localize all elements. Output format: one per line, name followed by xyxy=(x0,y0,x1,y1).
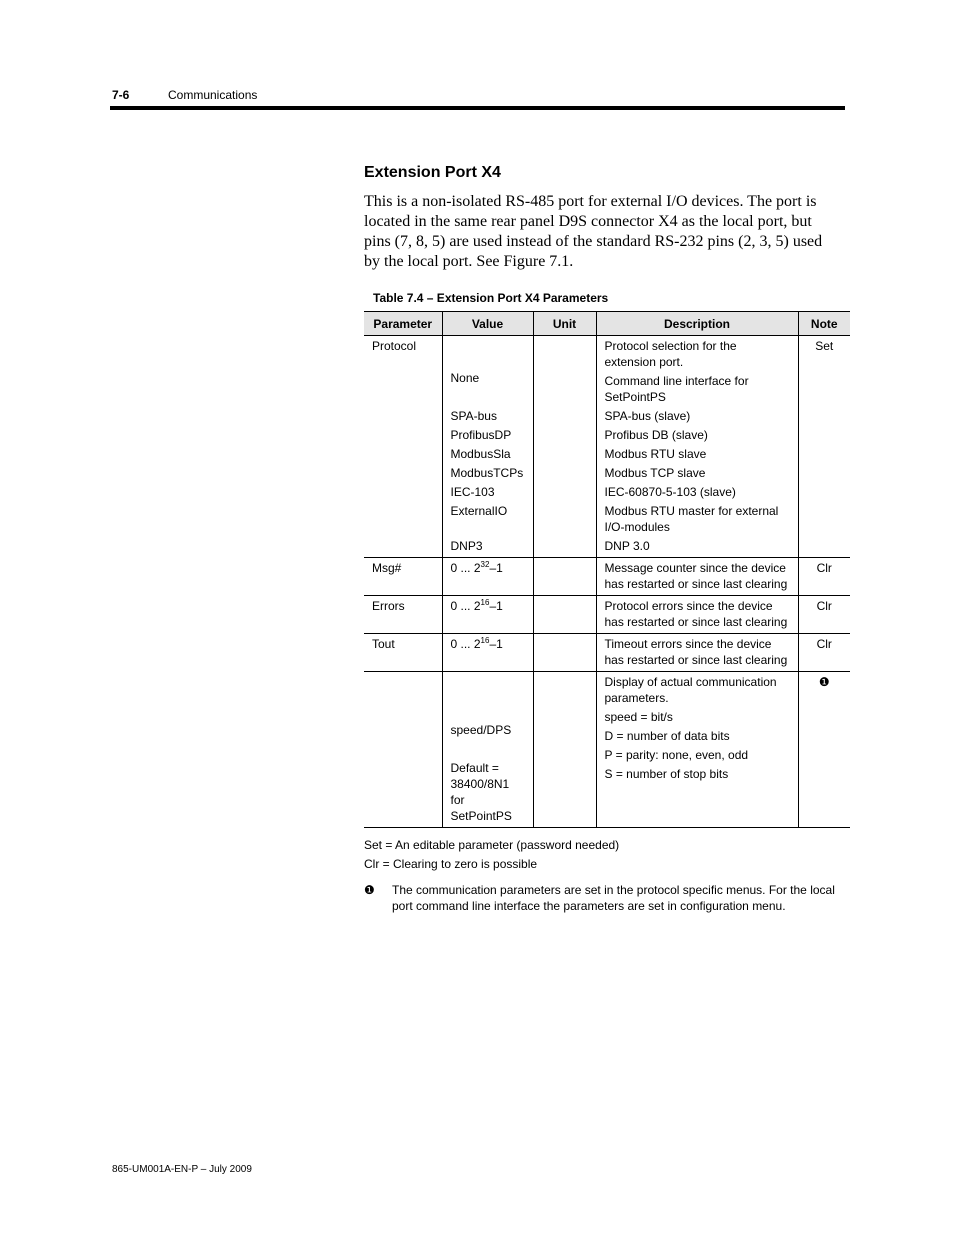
page-number: 7-6 xyxy=(112,88,130,102)
option-value: ExternalIO xyxy=(450,504,508,518)
cell-value xyxy=(442,672,533,828)
cell-value xyxy=(442,634,533,672)
value-tail: –1 xyxy=(489,561,503,575)
header-rule xyxy=(110,106,845,110)
cell-parameter: Msg# xyxy=(364,558,442,596)
cell-parameter: Protocol xyxy=(364,336,442,558)
cell-value xyxy=(442,596,533,634)
cell-unit xyxy=(533,596,596,634)
cell-descriptions xyxy=(596,336,798,558)
table-row-msg xyxy=(364,558,850,596)
col-header: Parameter xyxy=(364,312,442,336)
col-header: Note xyxy=(798,312,850,336)
col-header: Unit xyxy=(533,312,596,336)
cell-description: Message counter since the device has restarted or since last clearing xyxy=(596,558,798,596)
option-value: None xyxy=(450,371,480,385)
cell-value xyxy=(442,558,533,596)
cell-parameter: Errors xyxy=(364,596,442,634)
intro-paragraph: This is a non-isolated RS-485 port for external I/O devices. The port is located in the same rear panel D9S connector X4 as the local port, but pins (7, 8, 5) are used instead of the standard RS-232 pins (2, 3, 5) used by the local port. See Figure 7.1. xyxy=(364,193,823,270)
page-header xyxy=(112,88,257,102)
option-value: ModbusTCPs xyxy=(450,466,524,480)
value-main: speed/DPS xyxy=(450,723,512,737)
option-description: Modbus RTU master for external I/O-modules xyxy=(604,504,779,534)
description-line: S = number of stop bits xyxy=(604,767,729,781)
description-line: D = number of data bits xyxy=(604,729,730,743)
value-base: 0 ... 2 xyxy=(450,561,481,575)
cell-note: Clr xyxy=(798,634,850,672)
value-base: 0 ... 2 xyxy=(450,599,481,613)
cell-note: Clr xyxy=(798,596,850,634)
cell-description: Timeout errors since the device has restarted or since last clearing xyxy=(596,634,798,672)
cell-unit xyxy=(533,634,596,672)
description-intro: Protocol selection for the extension port. xyxy=(604,339,737,369)
table-row-display xyxy=(364,672,850,828)
option-description: Command line interface for SetPointPS xyxy=(604,374,749,404)
page-footer: 865-UM001A-EN-P – July 2009 xyxy=(112,1164,252,1175)
cell-unit xyxy=(533,672,596,828)
option-description: SPA-bus (slave) xyxy=(604,409,691,423)
cell-parameter xyxy=(364,672,442,828)
value-tail: –1 xyxy=(489,599,503,613)
table-caption: Table 7.4 – Extension Port X4 Parameters xyxy=(373,291,609,305)
cell-unit xyxy=(533,558,596,596)
table-row-protocol xyxy=(364,336,850,558)
footnote-marker-icon: ❶ xyxy=(798,672,850,828)
value-tail: –1 xyxy=(489,637,503,651)
col-header: Description xyxy=(596,312,798,336)
table-row-tout xyxy=(364,634,850,672)
footnote xyxy=(364,882,850,914)
table-header-row xyxy=(364,312,850,336)
option-description: DNP 3.0 xyxy=(604,539,650,553)
value-exponent: 16 xyxy=(480,636,490,645)
cell-description: Protocol errors since the device has restarted or since last clearing xyxy=(596,596,798,634)
cell-description xyxy=(596,672,798,828)
legend-item: Clr = Clearing to zero is possible xyxy=(364,857,538,871)
option-value: ProfibusDP xyxy=(450,428,512,442)
option-value: DNP3 xyxy=(450,539,483,553)
option-value: IEC-103 xyxy=(450,485,495,499)
description-line: P = parity: none, even, odd xyxy=(604,748,749,762)
option-description: Profibus DB (slave) xyxy=(604,428,708,442)
cell-values xyxy=(442,336,533,558)
description-line: speed = bit/s xyxy=(604,710,673,724)
description-line: Display of actual communication parameters. xyxy=(604,675,777,705)
option-description: Modbus TCP slave xyxy=(604,466,706,480)
col-header: Value xyxy=(442,312,533,336)
value-exponent: 16 xyxy=(480,598,490,607)
cell-unit xyxy=(533,336,596,558)
option-description: IEC-60870-5-103 (slave) xyxy=(604,485,736,499)
footnote-marker-icon: ❶ xyxy=(364,883,375,897)
main-content xyxy=(364,160,850,914)
value-base: 0 ... 2 xyxy=(450,637,481,651)
value-default: Default = 38400/8N1 for SetPointPS xyxy=(450,761,512,823)
option-value: ModbusSla xyxy=(450,447,511,461)
option-description: Modbus RTU slave xyxy=(604,447,707,461)
section-title: Communications xyxy=(168,88,258,102)
table-row-errors xyxy=(364,596,850,634)
cell-parameter: Tout xyxy=(364,634,442,672)
section-heading: Extension Port X4 xyxy=(364,164,501,181)
parameters-table xyxy=(364,311,850,828)
legend xyxy=(364,836,850,874)
value-exponent: 32 xyxy=(480,560,490,569)
cell-note: Clr xyxy=(798,558,850,596)
footnote-text: The communication parameters are set in the protocol specific menus. For the local port command line interface the parameters are set in configuration menu. xyxy=(392,883,835,913)
cell-note: Set xyxy=(798,336,850,558)
legend-item: Set = An editable parameter (password needed) xyxy=(364,838,620,852)
option-value: SPA-bus xyxy=(450,409,497,423)
